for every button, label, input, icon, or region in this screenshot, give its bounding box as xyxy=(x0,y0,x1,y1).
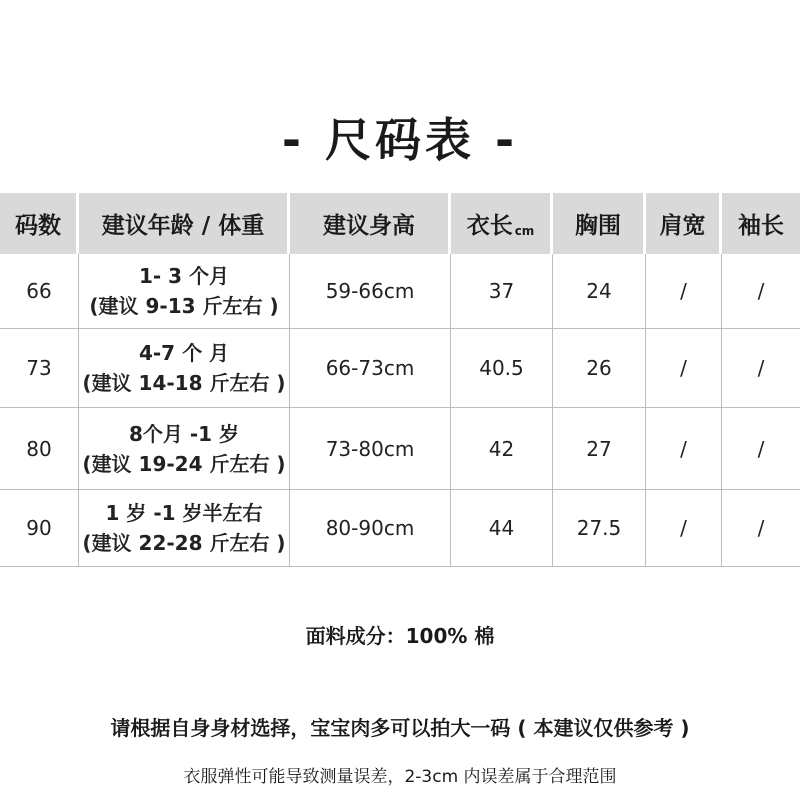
cell-sleeve: / xyxy=(722,254,800,329)
cell-size: 73 xyxy=(0,329,79,408)
cell-weight: (建议 19-24 斤左右 ) xyxy=(82,451,286,476)
header-length xyxy=(451,193,553,254)
header-chest: 胸围 xyxy=(553,193,646,254)
table-row xyxy=(0,490,800,567)
cell-length: 42 xyxy=(451,408,553,490)
cell-length: 37 xyxy=(451,254,553,329)
header-age-weight: 建议年龄 / 体重 xyxy=(79,193,290,254)
cell-age-weight xyxy=(79,254,290,329)
cell-weight: (建议 14-18 斤左右 ) xyxy=(82,371,286,395)
header-shoulder: 肩宽 xyxy=(646,193,722,254)
size-table xyxy=(0,193,800,567)
cell-shoulder: / xyxy=(646,408,722,490)
page-title: - 尺码表 - xyxy=(281,113,519,167)
cell-shoulder: / xyxy=(646,254,722,329)
cell-sleeve: / xyxy=(722,408,800,490)
header-height: 建议身高 xyxy=(290,193,451,254)
cell-chest: 26 xyxy=(553,329,646,408)
cell-size: 66 xyxy=(0,254,79,329)
cell-length: 44 xyxy=(451,490,553,567)
cell-age-weight xyxy=(79,408,290,490)
cell-size: 90 xyxy=(0,490,79,567)
header-sleeve: 袖长 xyxy=(722,193,800,254)
cell-chest: 24 xyxy=(553,254,646,329)
cell-chest: 27.5 xyxy=(553,490,646,567)
cell-height: 73-80cm xyxy=(290,408,451,490)
cell-size: 80 xyxy=(0,408,79,490)
cell-chest: 27 xyxy=(553,408,646,490)
cell-weight: (建议 22-28 斤左右 ) xyxy=(82,531,286,555)
cell-age: 8个月 -1 岁 xyxy=(128,421,240,446)
table-row xyxy=(0,329,800,408)
cell-age: 1 岁 -1 岁半左右 xyxy=(105,501,263,525)
cell-age: 1- 3 个月 xyxy=(138,264,230,288)
cell-weight: (建议 9-13 斤左右 ) xyxy=(89,294,279,318)
measurement-note: 衣服弹性可能导致测量误差，2-3cm 内误差属于合理范围 xyxy=(183,767,617,787)
table-row xyxy=(0,408,800,490)
cell-age: 4-7 个 月 xyxy=(138,341,230,365)
header-length-unit: cm xyxy=(514,224,535,238)
table-row xyxy=(0,254,800,329)
fabric-composition: 面料成分：100% 棉 xyxy=(305,624,495,648)
cell-height: 66-73cm xyxy=(290,329,451,408)
cell-shoulder: / xyxy=(646,329,722,408)
cell-age-weight xyxy=(79,490,290,567)
header-size: 码数 xyxy=(0,193,79,254)
cell-length: 40.5 xyxy=(451,329,553,408)
cell-sleeve: / xyxy=(722,329,800,408)
size-advice: 请根据自身身材选择，宝宝肉多可以拍大一码 ( 本建议仅供参考 ) xyxy=(110,716,690,740)
header-length-label: 衣长 xyxy=(466,213,513,239)
cell-age-weight xyxy=(79,329,290,408)
cell-shoulder: / xyxy=(646,490,722,567)
cell-sleeve: / xyxy=(722,490,800,567)
cell-height: 80-90cm xyxy=(290,490,451,567)
cell-height: 59-66cm xyxy=(290,254,451,329)
table-header xyxy=(0,193,800,254)
